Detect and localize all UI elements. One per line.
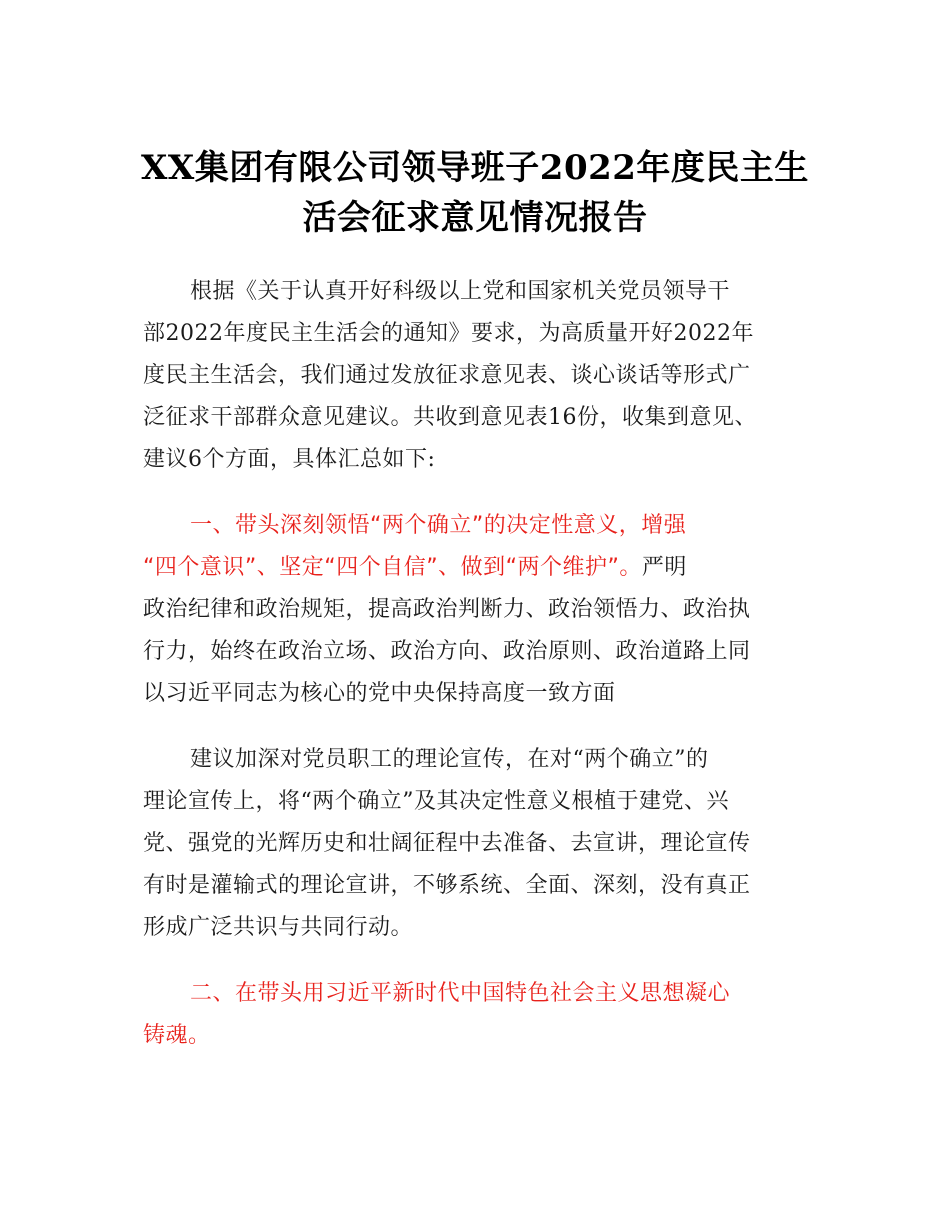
section-1-heading-continued <box>143 552 687 584</box>
document-title-line-2: 活会征求意见情况报告 <box>302 198 648 238</box>
section-1-body-line: 行力，始终在政治立场、政治方向、政治原则、政治道路上同 <box>143 639 751 664</box>
section-1-body-line: 政治纪律和政治规矩，提高政治判断力、政治领悟力、政治执 <box>143 597 751 622</box>
suggestion-line: 建议加深对党员职工的理论宣传，在对“两个确立”的 <box>190 747 709 772</box>
intro-line: 部2022年度民主生活会的通知》要求，为高质量开好2022年 <box>143 321 754 346</box>
section-1-body-line: 以习近平同志为核心的党中央保持高度一致方面 <box>143 681 616 706</box>
intro-line: 根据《关于认真开好科级以上党和国家机关党员领导干 <box>190 279 731 304</box>
section-1-heading: 一、带头深刻领悟“两个确立”的决定性意义，增强 <box>190 513 687 538</box>
section-2-heading-continued: 铸魂。 <box>143 1023 211 1048</box>
intro-line: 泛征求干部群众意见建议。共收到意见表16份，收集到意见、 <box>143 405 757 430</box>
section-1-body-start: 严明 <box>641 555 687 580</box>
section-1-heading-red-text: “四个意识”、坚定“四个自信”、做到“两个维护”。 <box>143 555 642 580</box>
suggestion-line: 党、强党的光辉历史和壮阔征程中去准备、去宣讲，理论宣传 <box>143 831 751 856</box>
suggestion-line: 理论宣传上，将“两个确立”及其决定性意义根植于建党、兴 <box>143 789 729 814</box>
intro-line: 建议6个方面，具体汇总如下: <box>143 447 436 472</box>
intro-line: 度民主生活会，我们通过发放征求意见表、谈心谈话等形式广 <box>143 363 751 388</box>
section-2-heading: 二、在带头用习近平新时代中国特色社会主义思想凝心 <box>190 981 731 1006</box>
suggestion-line: 形成广泛共识与共同行动。 <box>143 915 414 940</box>
suggestion-line: 有时是灌输式的理论宣讲，不够系统、全面、深刻，没有真正 <box>143 873 751 898</box>
document-title-line-1: XX集团有限公司领导班子2022年度民主生 <box>141 148 809 188</box>
